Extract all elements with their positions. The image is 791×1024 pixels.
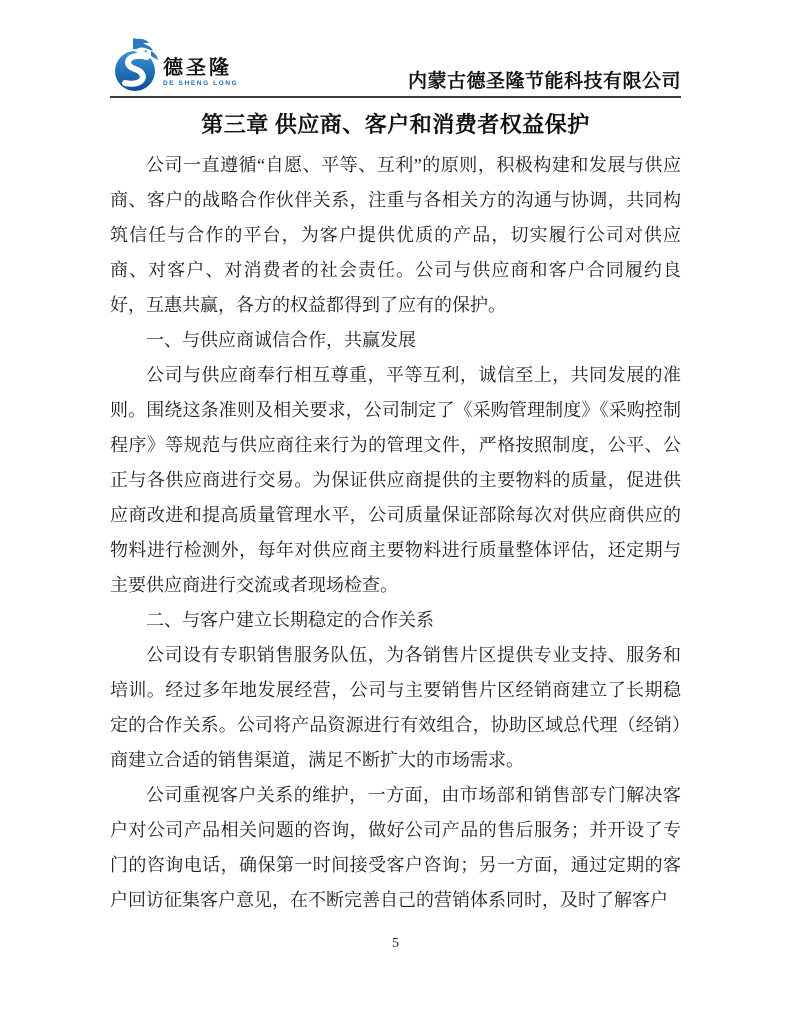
document-body bbox=[110, 148, 681, 918]
intro-paragraph: 公司一直遵循“自愿、平等、互利”的原则，积极构建和发展与供应商、客户的战略合作伙伴关系，注重与各相关方的沟通与协调，共同构筑信任与合作的平台，为客户提供优质的产品，切实履行公司对供应商、对客户、对消费者的社会责任。公司与供应商和客户合同履约良好，互惠共赢，各方的权益都得到了应有的保护。 bbox=[110, 155, 681, 315]
section-2-paragraph-2: 公司重视客户关系的维护，一方面，由市场部和销售部专门解决客户对公司产品相关问题的咨询，做好公司产品的售后服务；并开设了专门的咨询电话，确保第一时间接受客户咨询；另一方面，通过定期的客户回访征集客户意见，在不断完善自己的营销体系同时，及时了解客户 bbox=[110, 785, 681, 910]
page-number: 5 bbox=[392, 936, 399, 951]
company-name: 内蒙古德圣隆节能科技有限公司 bbox=[407, 71, 681, 92]
section-1-paragraph: 公司与供应商奉行相互尊重，平等互利，诚信至上，共同发展的准则。围绕这条准则及相关要求，公司制定了《采购管理制度》《采购控制程序》等规范与供应商往来行为的管理文件，严格按照制度，公平、公正与各供应商进行交易。为保证供应商提供的主要物料的质量，促进供应商改进和提高质量管理水平，公司质量保证部除每次对供应商供应的物料进行检测外，每年对供应商主要物料进行质量整体评估，还定期与主要供应商进行交流或者现场检查。 bbox=[110, 365, 681, 595]
section-1-heading: 一、与供应商诚信合作，共赢发展 bbox=[146, 330, 416, 350]
dragon-sphere-logo-icon bbox=[114, 36, 160, 94]
section-2-heading: 二、与客户建立长期稳定的合作关系 bbox=[146, 610, 434, 630]
section-2-paragraph-1: 公司设有专职销售服务队伍，为各销售片区提供专业支持、服务和培训。经过多年地发展经营，公司与主要销售片区经销商建立了长期稳定的合作关系。公司将产品资源进行有效组合，协助区域总代理（经销）商建立合适的销售渠道，满足不断扩大的市场需求。 bbox=[110, 645, 681, 770]
chapter-title: 第三章 供应商、客户和消费者权益保护 bbox=[201, 112, 590, 137]
logo-text bbox=[163, 58, 238, 87]
company-logo bbox=[114, 36, 238, 94]
logo-name-en: DE SHENG LONG bbox=[163, 79, 239, 87]
logo-name-cn: 德圣隆 bbox=[163, 56, 232, 79]
page-header bbox=[110, 36, 681, 98]
page-content bbox=[110, 36, 681, 918]
